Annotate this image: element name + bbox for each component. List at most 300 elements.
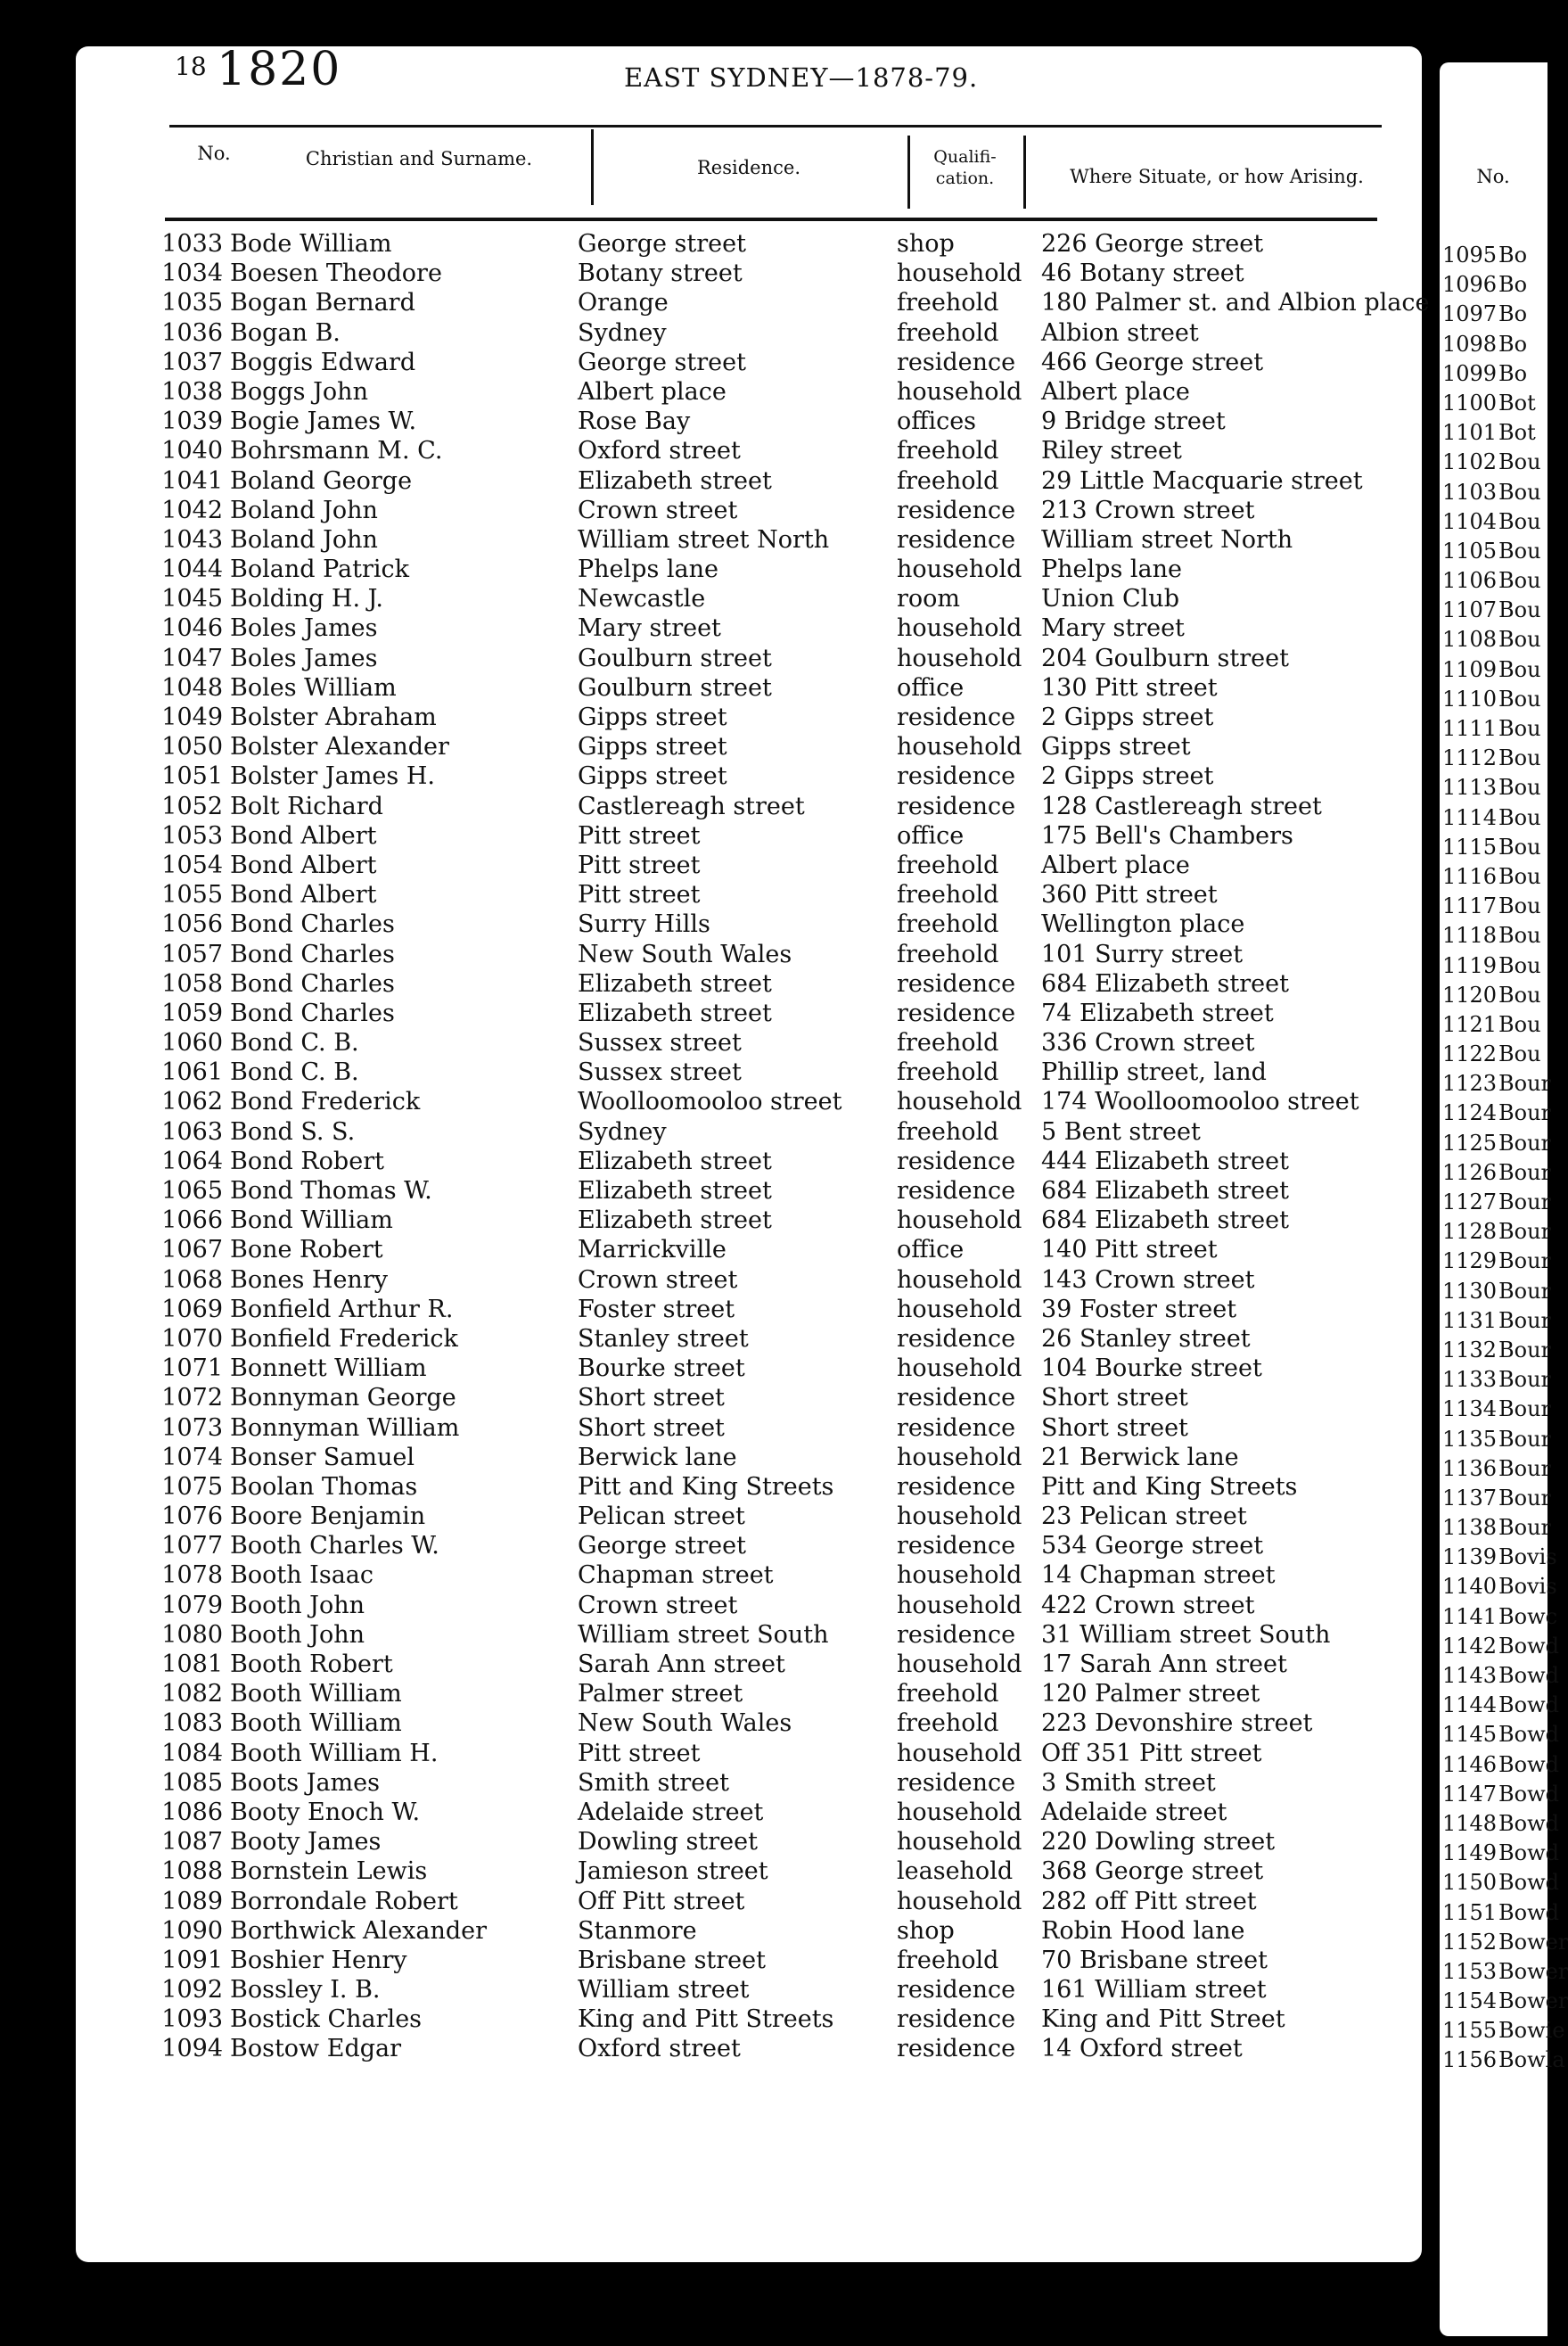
entry-residence: Pitt street (578, 821, 701, 850)
entry-name: Bond Charles (230, 999, 395, 1027)
table-row (0, 1176, 1547, 1206)
entry-number: 1047 (161, 644, 223, 672)
entry-residence: George street (578, 230, 746, 258)
entry-name: Bones Henry (230, 1265, 388, 1294)
adjacent-row (1440, 1750, 1559, 1780)
entry-name: Bond S. S. (230, 1117, 356, 1146)
entry-where: Robin Hood lane (1041, 1916, 1245, 1945)
adjacent-number: 1124 (1442, 1100, 1498, 1126)
table-row (0, 644, 1547, 673)
table-row (0, 732, 1547, 761)
adjacent-row (1440, 1277, 1552, 1306)
header-name: Christian and Surname. (305, 148, 533, 169)
entry-name: Bond Albert (230, 881, 377, 910)
entry-residence: George street (578, 348, 746, 376)
table-row (0, 969, 1547, 999)
table-row (0, 1413, 1547, 1443)
entry-number: 1049 (161, 704, 223, 731)
adjacent-row (1440, 1306, 1552, 1336)
table-row (0, 1650, 1547, 1679)
adjacent-name-fragment: Bovis (1498, 1574, 1557, 1600)
entry-qualification: household (897, 1739, 1022, 1767)
adjacent-number: 1110 (1442, 686, 1498, 712)
table-row (0, 377, 1547, 407)
entry-where: 14 Chapman street (1041, 1561, 1276, 1590)
adjacent-row (1440, 921, 1547, 951)
adjacent-name-fragment: Bour (1498, 1100, 1552, 1126)
entry-residence: Botany street (578, 259, 743, 288)
entry-name: Bond C. B. (230, 1029, 359, 1058)
adjacent-name-fragment: Bour (1498, 1130, 1552, 1156)
entry-name: Booth William H. (230, 1739, 439, 1767)
adjacent-number: 1120 (1442, 982, 1498, 1008)
entry-qualification: household (897, 556, 1022, 584)
header-no: No. (197, 143, 231, 164)
entry-name: Bond Frederick (230, 1088, 421, 1116)
entry-number: 1084 (161, 1739, 223, 1767)
entry-number: 1075 (161, 1472, 223, 1501)
adjacent-name-fragment: Bowd (1498, 1899, 1559, 1925)
adjacent-row (1440, 685, 1547, 714)
adjacent-row (1440, 1572, 1557, 1601)
entry-residence: New South Wales (578, 1709, 792, 1738)
adjacent-row (1440, 2016, 1565, 2046)
adjacent-number: 1108 (1442, 627, 1498, 653)
table-row (0, 318, 1547, 348)
adjacent-number: 1109 (1442, 656, 1498, 682)
table-row (0, 466, 1547, 496)
entry-number: 1076 (161, 1502, 223, 1531)
adjacent-row (1440, 1158, 1552, 1188)
entry-qualification: household (897, 377, 1022, 406)
entry-qualification: residence (897, 525, 1016, 554)
adjacent-number: 1106 (1442, 568, 1498, 594)
entry-name: Bogie James W. (230, 407, 417, 436)
table-row (0, 1443, 1547, 1472)
entry-number: 1074 (161, 1443, 223, 1471)
adjacent-row (1440, 241, 1547, 270)
adjacent-name-fragment: Bour (1498, 1485, 1552, 1510)
entry-residence: Pitt street (578, 851, 701, 879)
entry-where: King and Pitt Street (1041, 2005, 1285, 2034)
entry-where: 684 Elizabeth street (1041, 969, 1289, 998)
adjacent-row (1440, 1247, 1552, 1276)
entry-qualification: freehold (897, 1029, 999, 1058)
adjacent-number: 1134 (1442, 1396, 1498, 1422)
entry-number: 1079 (161, 1591, 223, 1619)
entry-name: Bolster Abraham (230, 704, 437, 731)
entry-qualification: household (897, 644, 1022, 672)
adjacent-name-fragment: Bo (1498, 272, 1528, 298)
table-row (0, 525, 1547, 555)
entry-qualification: household (897, 1591, 1022, 1619)
entry-residence: Surry Hills (578, 910, 710, 939)
entry-qualification: office (897, 821, 965, 850)
entry-number: 1078 (161, 1561, 223, 1590)
adjacent-number: 1142 (1442, 1633, 1498, 1659)
entry-number: 1090 (161, 1916, 223, 1945)
entry-name: Bonnyman George (230, 1384, 456, 1412)
adjacent-name-fragment: Bou (1498, 597, 1541, 623)
adjacent-row (1440, 1691, 1559, 1720)
entry-name: Borthwick Alexander (230, 1916, 488, 1945)
entry-where: Adelaide street (1041, 1798, 1227, 1826)
table-row (0, 2004, 1547, 2034)
entry-residence: Crown street (578, 1265, 738, 1294)
adjacent-number: 1119 (1442, 952, 1498, 978)
entry-number: 1056 (161, 910, 223, 939)
adjacent-number: 1123 (1442, 1071, 1498, 1097)
table-row (0, 1679, 1547, 1708)
adjacent-name-fragment: Bour (1498, 1337, 1552, 1362)
adjacent-number: 1098 (1442, 331, 1498, 357)
adjacent-row (1440, 1069, 1552, 1099)
adjacent-number: 1126 (1442, 1159, 1498, 1185)
entry-qualification: room (897, 585, 961, 613)
adjacent-name-fragment: Bou (1498, 538, 1541, 564)
entry-qualification: leasehold (897, 1857, 1014, 1886)
entry-residence: William street North (578, 525, 830, 554)
entry-name: Bostow Edgar (230, 2035, 402, 2063)
table-row (0, 821, 1547, 851)
entry-residence: Palmer street (578, 1680, 743, 1708)
entry-number: 1035 (161, 289, 223, 317)
table-row (0, 851, 1547, 880)
table-row (0, 229, 1547, 259)
entry-qualification: residence (897, 1177, 1016, 1205)
entry-number: 1064 (161, 1147, 223, 1175)
entry-residence: Elizabeth street (578, 1206, 772, 1235)
entry-residence: Oxford street (578, 2035, 741, 2063)
entry-number: 1058 (161, 969, 223, 998)
table-row (0, 2034, 1547, 2063)
right-header-no: No. (1476, 166, 1510, 187)
entry-name: Bolster Alexander (230, 733, 449, 761)
adjacent-name-fragment: Bour (1498, 1367, 1552, 1393)
table-row (0, 496, 1547, 525)
entry-qualification: residence (897, 1324, 1016, 1353)
entry-qualification: shop (897, 230, 955, 258)
adjacent-name-fragment: Bowc (1498, 1603, 1558, 1629)
adjacent-row (1440, 1809, 1559, 1839)
adjacent-name-fragment: Bou (1498, 952, 1541, 978)
entry-where: 46 Botany street (1041, 259, 1244, 288)
entry-qualification: office (897, 673, 965, 702)
table-row (0, 1117, 1547, 1147)
table-row (0, 348, 1547, 377)
entry-residence: Goulburn street (578, 673, 772, 702)
adjacent-row (1440, 1484, 1552, 1513)
entry-residence: Chapman street (578, 1561, 774, 1590)
adjacent-row (1440, 833, 1547, 862)
entry-qualification: household (897, 1502, 1022, 1531)
entry-name: Bond Charles (230, 969, 395, 998)
table-row (0, 1798, 1547, 1827)
entry-residence: Stanmore (578, 1916, 697, 1945)
entry-qualification: household (897, 1354, 1022, 1383)
adjacent-name-fragment: Bowd (1498, 1751, 1559, 1777)
entry-qualification: household (897, 1295, 1022, 1323)
adjacent-number: 1100 (1442, 390, 1498, 416)
adjacent-row (1440, 803, 1547, 833)
adjacent-row (1440, 566, 1547, 596)
entry-where: 17 Sarah Ann street (1041, 1650, 1287, 1678)
adjacent-name-fragment: Bowd (1498, 1722, 1559, 1748)
adjacent-name-fragment: Bo (1498, 243, 1528, 268)
adjacent-number: 1127 (1442, 1189, 1498, 1214)
table-row (0, 880, 1547, 910)
adjacent-number: 1104 (1442, 508, 1498, 534)
entry-qualification: household (897, 1798, 1022, 1826)
entry-number: 1092 (161, 1976, 223, 2004)
entry-where: 3 Smith street (1041, 1768, 1216, 1797)
entry-number: 1033 (161, 230, 223, 258)
table-row (0, 1591, 1547, 1620)
adjacent-number: 1156 (1442, 2047, 1498, 2073)
entry-name: Bogan B. (230, 318, 341, 347)
entry-number: 1088 (161, 1857, 223, 1886)
entry-where: 2 Gipps street (1041, 762, 1214, 791)
entry-qualification: residence (897, 1620, 1016, 1649)
entry-qualification: household (897, 1443, 1022, 1471)
entry-where: Mary street (1041, 614, 1185, 643)
entry-name: Bonnett William (230, 1354, 427, 1383)
adjacent-row (1440, 359, 1547, 389)
adjacent-row (1440, 714, 1547, 744)
entry-qualification: household (897, 614, 1022, 643)
adjacent-number: 1125 (1442, 1130, 1498, 1156)
table-row (0, 1058, 1547, 1087)
entry-qualification: freehold (897, 466, 999, 495)
entry-where: 180 Palmer st. and Albion place (1041, 289, 1430, 317)
entry-where: 23 Pelican street (1041, 1502, 1247, 1531)
entry-name: Bond Charles (230, 910, 395, 939)
entry-number: 1069 (161, 1295, 223, 1323)
table-row (0, 613, 1547, 643)
entry-number: 1040 (161, 437, 223, 465)
entry-name: Boolan Thomas (230, 1472, 418, 1501)
adjacent-name-fragment: Bou (1498, 716, 1541, 741)
entry-name: Bonnyman William (230, 1413, 460, 1442)
entry-residence: Adelaide street (578, 1798, 764, 1826)
entry-where: Albert place (1041, 851, 1190, 879)
entry-qualification: household (897, 259, 1022, 288)
entry-residence: Castlereagh street (578, 792, 805, 820)
entry-number: 1073 (161, 1413, 223, 1442)
table-row (0, 1975, 1547, 2004)
entry-number: 1050 (161, 733, 223, 761)
entry-residence: Dowling street (578, 1828, 758, 1856)
entry-number: 1057 (161, 940, 223, 968)
entry-where: 360 Pitt street (1041, 881, 1218, 910)
entry-name: Bond Charles (230, 940, 395, 968)
entry-qualification: freehold (897, 437, 999, 465)
entry-name: Booth Isaac (230, 1561, 374, 1590)
entry-number: 1087 (161, 1828, 223, 1856)
entry-where: 175 Bell's Chambers (1041, 821, 1293, 850)
entry-qualification: freehold (897, 1680, 999, 1708)
entry-qualification: household (897, 1206, 1022, 1235)
adjacent-number: 1136 (1442, 1455, 1498, 1481)
entry-name: Boles William (230, 673, 397, 702)
adjacent-number: 1130 (1442, 1278, 1498, 1304)
table-row (0, 1206, 1547, 1235)
header-residence: Residence. (697, 157, 800, 178)
adjacent-number: 1099 (1442, 360, 1498, 386)
adjacent-number: 1155 (1442, 2018, 1498, 2044)
adjacent-row (1440, 596, 1547, 625)
adjacent-number: 1146 (1442, 1751, 1498, 1777)
adjacent-row (1440, 892, 1547, 921)
entry-qualification: residence (897, 1413, 1016, 1442)
entry-residence: Sussex street (578, 1029, 742, 1058)
entry-residence: Jamieson street (578, 1857, 768, 1886)
adjacent-name-fragment: Bou (1498, 686, 1541, 712)
entry-where: Wellington place (1041, 910, 1245, 939)
header-where: Where Situate, or how Arising. (1070, 166, 1364, 187)
adjacent-number: 1113 (1442, 775, 1498, 801)
table-row (0, 1856, 1547, 1886)
adjacent-row (1440, 418, 1547, 448)
entry-residence: Marrickville (578, 1236, 727, 1264)
entry-name: Boles James (230, 614, 378, 643)
table-row (0, 1028, 1547, 1058)
entry-name: Bonfield Frederick (230, 1324, 458, 1353)
adjacent-row (1440, 478, 1547, 507)
adjacent-row (1440, 1365, 1552, 1395)
adjacent-name-fragment: Bou (1498, 1041, 1541, 1067)
entry-number: 1093 (161, 2005, 223, 2034)
adjacent-number: 1118 (1442, 923, 1498, 949)
adjacent-number: 1154 (1442, 1988, 1498, 2014)
header-divider-1 (591, 129, 594, 205)
entry-number: 1038 (161, 377, 223, 406)
entry-name: Booth William (230, 1709, 402, 1738)
table-row (0, 584, 1547, 613)
entry-where: 143 Crown street (1041, 1265, 1255, 1294)
adjacent-number: 1121 (1442, 1011, 1498, 1037)
entry-number: 1051 (161, 762, 223, 791)
adjacent-row (1440, 1957, 1568, 1987)
table-row (0, 1295, 1547, 1324)
adjacent-name-fragment: Bou (1498, 775, 1541, 801)
entry-name: Boots James (230, 1768, 380, 1797)
entry-where: Off 351 Pitt street (1041, 1739, 1262, 1767)
entry-where: 220 Dowling street (1041, 1828, 1276, 1856)
adjacent-name-fragment: Bour (1498, 1189, 1552, 1214)
adjacent-number: 1129 (1442, 1248, 1498, 1274)
entry-residence: Smith street (578, 1768, 729, 1797)
entry-where: 70 Brisbane street (1041, 1946, 1268, 1974)
entry-name: Bonser Samuel (230, 1443, 415, 1471)
entry-number: 1083 (161, 1709, 223, 1738)
table-row (0, 1383, 1547, 1412)
adjacent-row (1440, 1129, 1552, 1158)
entry-where: 74 Elizabeth street (1041, 999, 1274, 1027)
register-entries (0, 229, 1547, 2064)
header-divider-2 (907, 136, 910, 209)
table-row (0, 436, 1547, 465)
adjacent-row (1440, 951, 1547, 981)
entry-residence: Oxford street (578, 437, 741, 465)
table-row (0, 1620, 1547, 1650)
adjacent-number: 1152 (1442, 1929, 1498, 1955)
entry-name: Booth William (230, 1680, 402, 1708)
adjacent-name-fragment: Bowd (1498, 1810, 1559, 1836)
entry-qualification: residence (897, 762, 1016, 791)
entry-name: Booth Charles W. (230, 1532, 439, 1560)
entry-name: Bode William (230, 230, 392, 258)
adjacent-page-entries (1440, 241, 1568, 2073)
entry-number: 1054 (161, 851, 223, 879)
entry-residence: Stanley street (578, 1324, 749, 1353)
header-bottom-rule (165, 218, 1377, 221)
entry-name: Bond William (230, 1206, 393, 1235)
entry-qualification: household (897, 1561, 1022, 1590)
adjacent-row (1440, 270, 1547, 300)
entry-residence: Phelps lane (578, 556, 718, 584)
adjacent-name-fragment: Bour (1498, 1248, 1552, 1274)
entry-residence: Pitt street (578, 1739, 701, 1767)
table-row (0, 1235, 1547, 1264)
entry-residence: Bourke street (578, 1354, 745, 1383)
entry-name: Bornstein Lewis (230, 1857, 428, 1886)
entry-number: 1072 (161, 1384, 223, 1412)
table-row (0, 1887, 1547, 1916)
entry-name: Bolding H. J. (230, 585, 383, 613)
entry-residence: Gipps street (578, 733, 727, 761)
adjacent-name-fragment: Bowd (1498, 1781, 1559, 1807)
entry-residence: Pitt street (578, 881, 701, 910)
entry-qualification: household (897, 1265, 1022, 1294)
entry-number: 1089 (161, 1887, 223, 1915)
adjacent-row (1440, 1632, 1559, 1661)
adjacent-number: 1102 (1442, 449, 1498, 475)
entry-where: 31 William street South (1041, 1620, 1331, 1649)
adjacent-number: 1131 (1442, 1307, 1498, 1333)
entry-number: 1062 (161, 1088, 223, 1116)
adjacent-number: 1138 (1442, 1515, 1498, 1541)
adjacent-number: 1133 (1442, 1367, 1498, 1393)
entry-where: Gipps street (1041, 733, 1191, 761)
entry-where: 2 Gipps street (1041, 704, 1214, 731)
entry-number: 1080 (161, 1620, 223, 1649)
entry-name: Boland Patrick (230, 556, 410, 584)
entry-residence: Elizabeth street (578, 1147, 772, 1175)
adjacent-row (1440, 1543, 1557, 1572)
entry-name: Bond Robert (230, 1147, 384, 1175)
adjacent-name-fragment: Bou (1498, 656, 1541, 682)
entry-name: Bolt Richard (230, 792, 383, 820)
adjacent-name-fragment: Bowie (1498, 2018, 1565, 2044)
adjacent-number: 1147 (1442, 1781, 1498, 1807)
adjacent-name-fragment: Bovis (1498, 1544, 1557, 1570)
entry-qualification: residence (897, 1384, 1016, 1412)
table-row (0, 673, 1547, 703)
adjacent-row (1440, 537, 1547, 566)
table-row (0, 1768, 1547, 1798)
adjacent-name-fragment: Bower (1498, 1929, 1568, 1955)
entry-number: 1048 (161, 673, 223, 702)
adjacent-row (1440, 1928, 1568, 1957)
entry-number: 1068 (161, 1265, 223, 1294)
entry-qualification: freehold (897, 1946, 999, 1974)
table-row (0, 999, 1547, 1028)
entry-qualification: freehold (897, 910, 999, 939)
entry-where: Albert place (1041, 377, 1190, 406)
entry-where: 213 Crown street (1041, 496, 1255, 524)
entry-name: Bogan Bernard (230, 289, 415, 317)
